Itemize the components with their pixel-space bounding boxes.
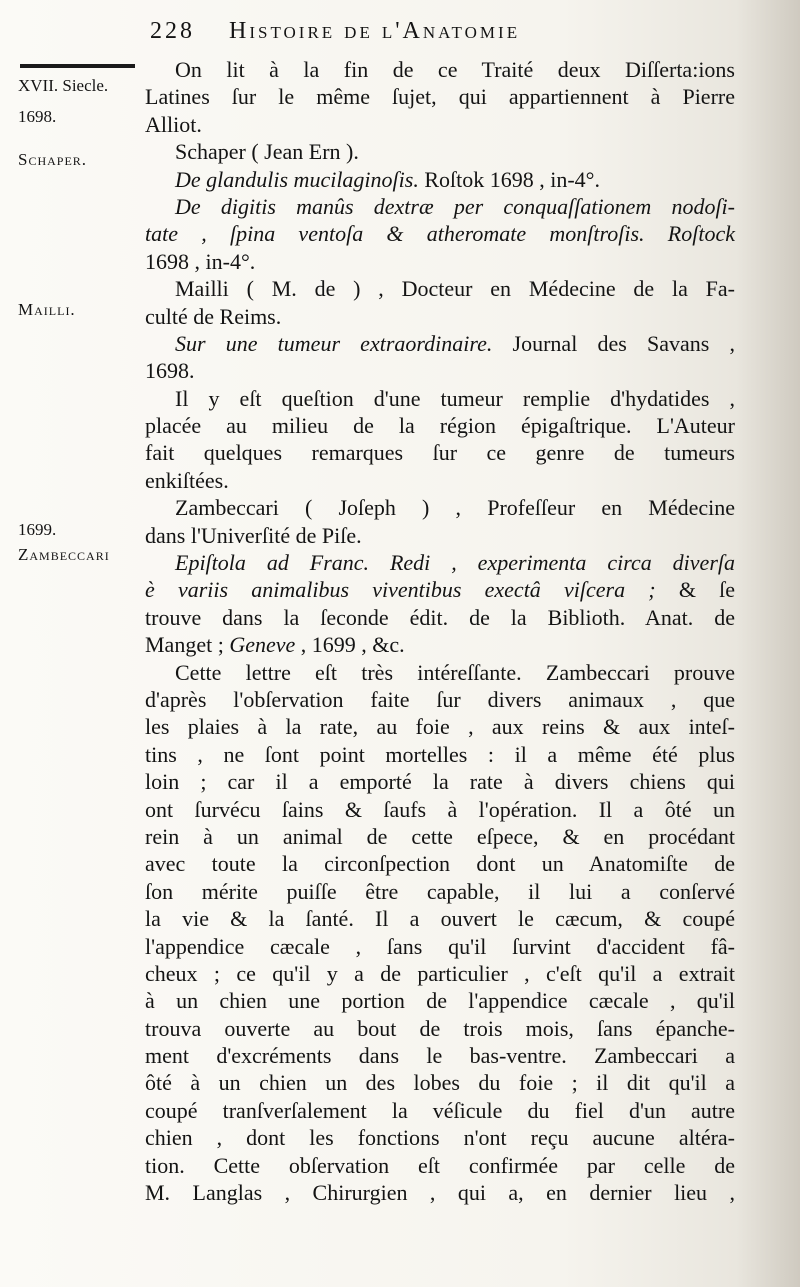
text-line: Alliot. [145,111,202,137]
text-line: M. Langlas , Chirurgien , qui a, en dernier lieu , [145,1180,735,1206]
text-line: tate , ſpina ventoſa & atheromate monſtroſis. Roſtock [145,221,735,247]
text-line: Cette lettre eſt très intéreſſante. Zambeccari prouve [175,659,735,685]
margin-note: XVII. Siecle. [18,76,109,95]
running-header [150,18,750,48]
text-line: ment d'excréments dans le bas-ventre. Zambeccari a [145,1043,735,1069]
text-line: 1698. [145,358,195,384]
text-line: ôté à un chien un des lobes du foie ; il dit qu'il a [145,1070,735,1096]
margin-note: Schaper. [18,150,88,169]
text-line: tins , ne ſont point mortelles : il a même été plus [145,741,735,767]
text-line: dans l'Univerſité de Piſe. [145,522,362,548]
text-line: Mailli ( M. de ) , Docteur en Médecine de la Fa- [175,276,735,302]
text-line: enkiſtées. [145,467,229,493]
text-line: 1698 , in-4°. [145,248,256,274]
page-number: 228 [150,18,195,44]
page-body-text [145,56,735,1206]
text-line: ſon mérite puiſſe être capable, il lui a conſervé [145,878,735,904]
text-line: trouve dans la ſeconde édit. de la Biblioth. Anat. de [145,604,735,630]
margin-note: 1698. [18,107,57,126]
text-line: cheux ; ce qu'il y a de particulier , c'eſt qu'il a extrait [145,960,735,986]
text-line [145,330,735,357]
text-line: Zambeccari ( Joſeph ) , Profeſſeur en Médecine [175,495,735,521]
text-line: coupé tranſverſalement la véſicule du fiel d'un autre [145,1097,735,1123]
text-line: l'appendice cæcale , ſans qu'il ſurvint d'accident fâ- [145,933,735,959]
text-line: Schaper ( Jean Ern ). [175,139,359,165]
text-line: trouva ouverte au bout de trois mois, ſans épanche- [145,1015,735,1041]
text-line: ont ſurvécu ſains & ſaufs à l'opération. Il a ôté un [145,796,735,822]
margin-note: Zambeccari [18,545,110,564]
text-line: d'après l'obſervation faite ſur divers animaux , que [145,686,735,712]
text-line: rein à un animal de cette eſpece, & en procédant [145,823,735,849]
italic-text: De glandulis mucilaginoſis. [175,166,425,192]
text-line: culté de Reims. [145,303,282,329]
text-line: à un chien une portion de l'appendice cæcale , qu'il [145,988,735,1014]
roman-text: Journal des Savans , [512,330,735,356]
text-line: De digitis manûs dextræ per conquaſſationem nodoſi- [175,193,735,219]
roman-text: , 1699 , &c. [295,632,405,658]
text-line: chien , dont les fonctions n'ont reçu aucune altéra- [145,1125,735,1151]
roman-text: Manget ; [145,632,230,658]
italic-text: Geneve [229,632,296,658]
text-line [145,576,735,603]
roman-text: 1698 , in-4°. [489,166,600,192]
text-line: placée au milieu de la région épigaſtrique. L'Auteur [145,413,735,439]
running-title: Histoire de l'Anatomie [229,18,521,44]
text-line: Epiſtola ad Franc. Redi , experimenta circa diverſa [175,550,735,576]
italic-text: è variis animalibus viventibus exectâ viſcera ; [145,577,679,603]
text-line [145,631,735,658]
header-rule [20,64,135,68]
text-line: la vie & la ſanté. Il a ouvert le cæcum, & coupé [145,906,735,932]
text-line: loin ; car il a emporté la rate à divers chiens qui [145,769,735,795]
text-line: les plaies à la rate, au foie , aux reins & aux inteſ- [145,714,735,740]
margin-note: 1699. [18,520,57,539]
text-line: avec toute la circonſpection dont un Anatomiſte de [145,851,735,877]
text-line: Latines ſur le même ſujet, qui appartiennent à Pierre [145,84,735,110]
text-line: fait quelques remarques ſur ce genre de tumeurs [145,440,735,466]
text-line [145,166,735,193]
text-line: tion. Cette obſervation eſt confirmée par celle de [145,1152,735,1178]
text-line: On lit à la fin de ce Traité deux Diſſerta:ions [175,57,735,82]
italic-text: Sur une tumeur extraordinaire. [175,330,513,356]
roman-text: Roſtok [424,166,490,192]
text-line: Il y eſt queſtion d'une tumeur remplie d'hydatides , [175,385,735,411]
margin-note: Mailli. [18,300,76,319]
roman-text: & ſe [678,577,735,603]
